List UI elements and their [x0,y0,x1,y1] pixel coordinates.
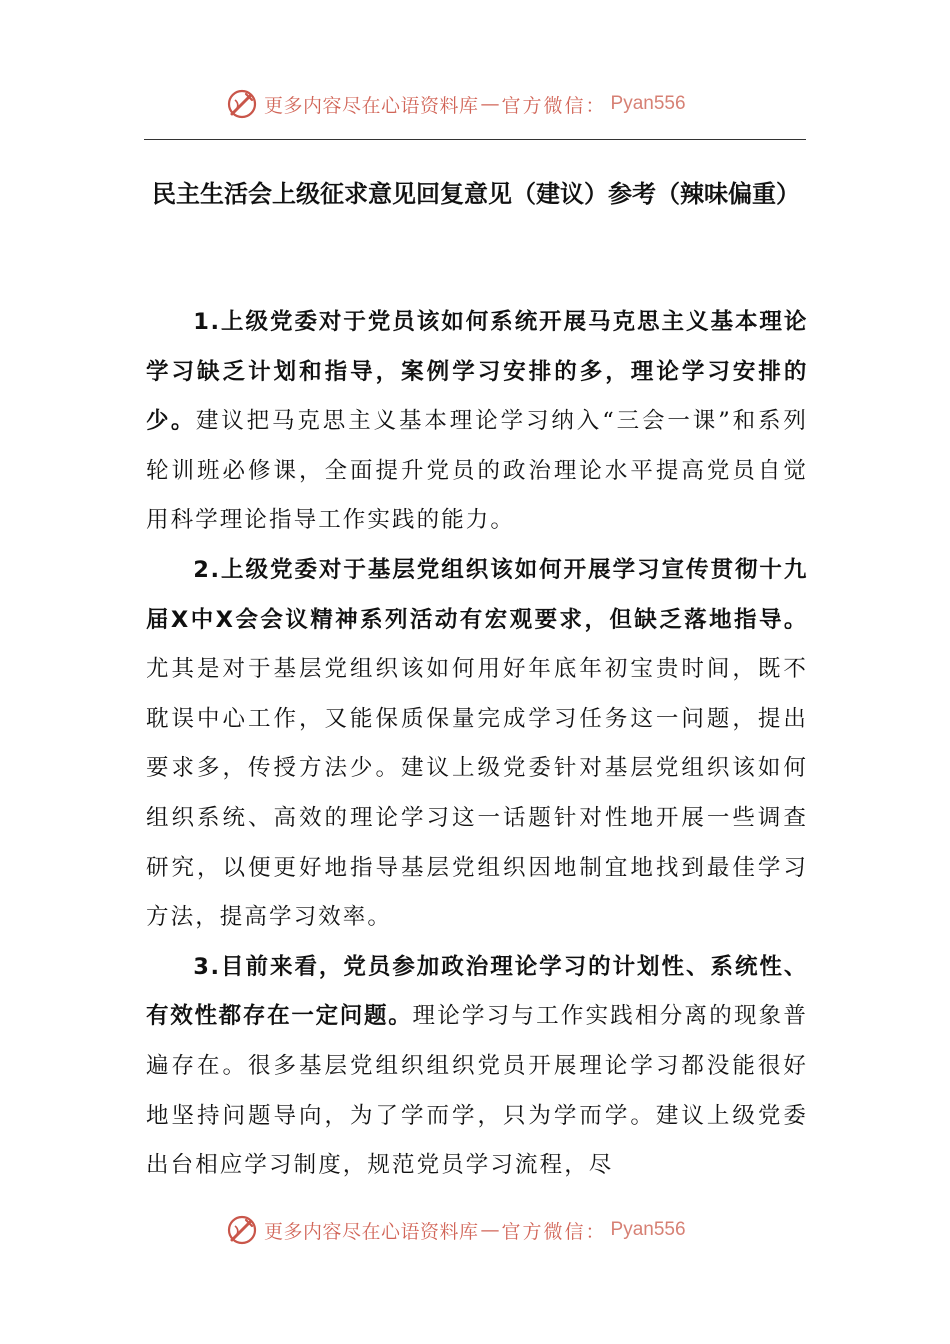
paragraph-item-2 [146,546,808,943]
banner-wechat-label: 官方微信： [501,1220,607,1243]
banner-wechat-id: Pyan556 [610,93,686,114]
banner-dash: — [480,93,500,115]
paragraph-item-1 [146,298,808,546]
banner-wechat-label: 官方微信： [501,94,607,117]
banner-brand-text: 更多内容尽在心语资料库 [264,1220,479,1243]
pen-logo-icon [226,1214,258,1246]
banner-wechat-id: Pyan556 [610,1219,686,1240]
paragraph-lead: 1.上级党委对于党员该如何系统开展马克思主义基本理论学习缺乏计划和指导，案例学习安排的多，理论学习安排的少。 [146,309,808,435]
paragraph-text: 尤其是对于基层党组织该如何用好年底年初宝贵时间，既不耽误中心工作，又能保质保量完成学习任务这一问题，提出要求多，传授方法少。建议上级党委针对基层党组织该如何组织系统、高效的理论学习这一话题针对性地开展一些调查研究，以便更好地指导基层党组织因地制宜地找到最佳学习方法，提高学习效率。 [146,656,808,931]
pen-logo-icon [226,88,258,120]
header-divider [144,139,806,140]
header-banner [226,86,746,122]
banner-dash: — [480,1219,500,1241]
document-body [146,298,808,1191]
banner-brand-text: 更多内容尽在心语资料库 [264,94,479,117]
paragraph-lead: 2.上级党委对于基层党组织该如何开展学习宣传贯彻十九届X中X会会议精神系列活动有宏观要求，但缺乏落地指导。 [146,556,808,633]
paragraph-lead: 3.目前来看，党员参加政治理论学习的计划性、系统性、有效性都存在一定问题。 [146,953,808,1030]
paragraph-text: 建议把马克思主义基本理论学习纳入“三会一课”和系列轮训班必修课，全面提升党员的政治理论水平提高党员自觉用科学理论指导工作实践的能力。 [146,408,809,534]
paragraph-item-3 [146,943,808,1191]
footer-banner [226,1212,746,1248]
paragraph-text: 理论学习与工作实践相分离的现象普遍存在。很多基层党组织组织党员开展理论学习都没能很好地坚持问题导向，为了学而学，只为学而学。建议上级党委出台相应学习制度，规范党员学习流程，尽 [146,1003,808,1179]
document-title: 民主生活会上级征求意见回复意见（建议）参考（辣味偏重） [152,180,800,208]
